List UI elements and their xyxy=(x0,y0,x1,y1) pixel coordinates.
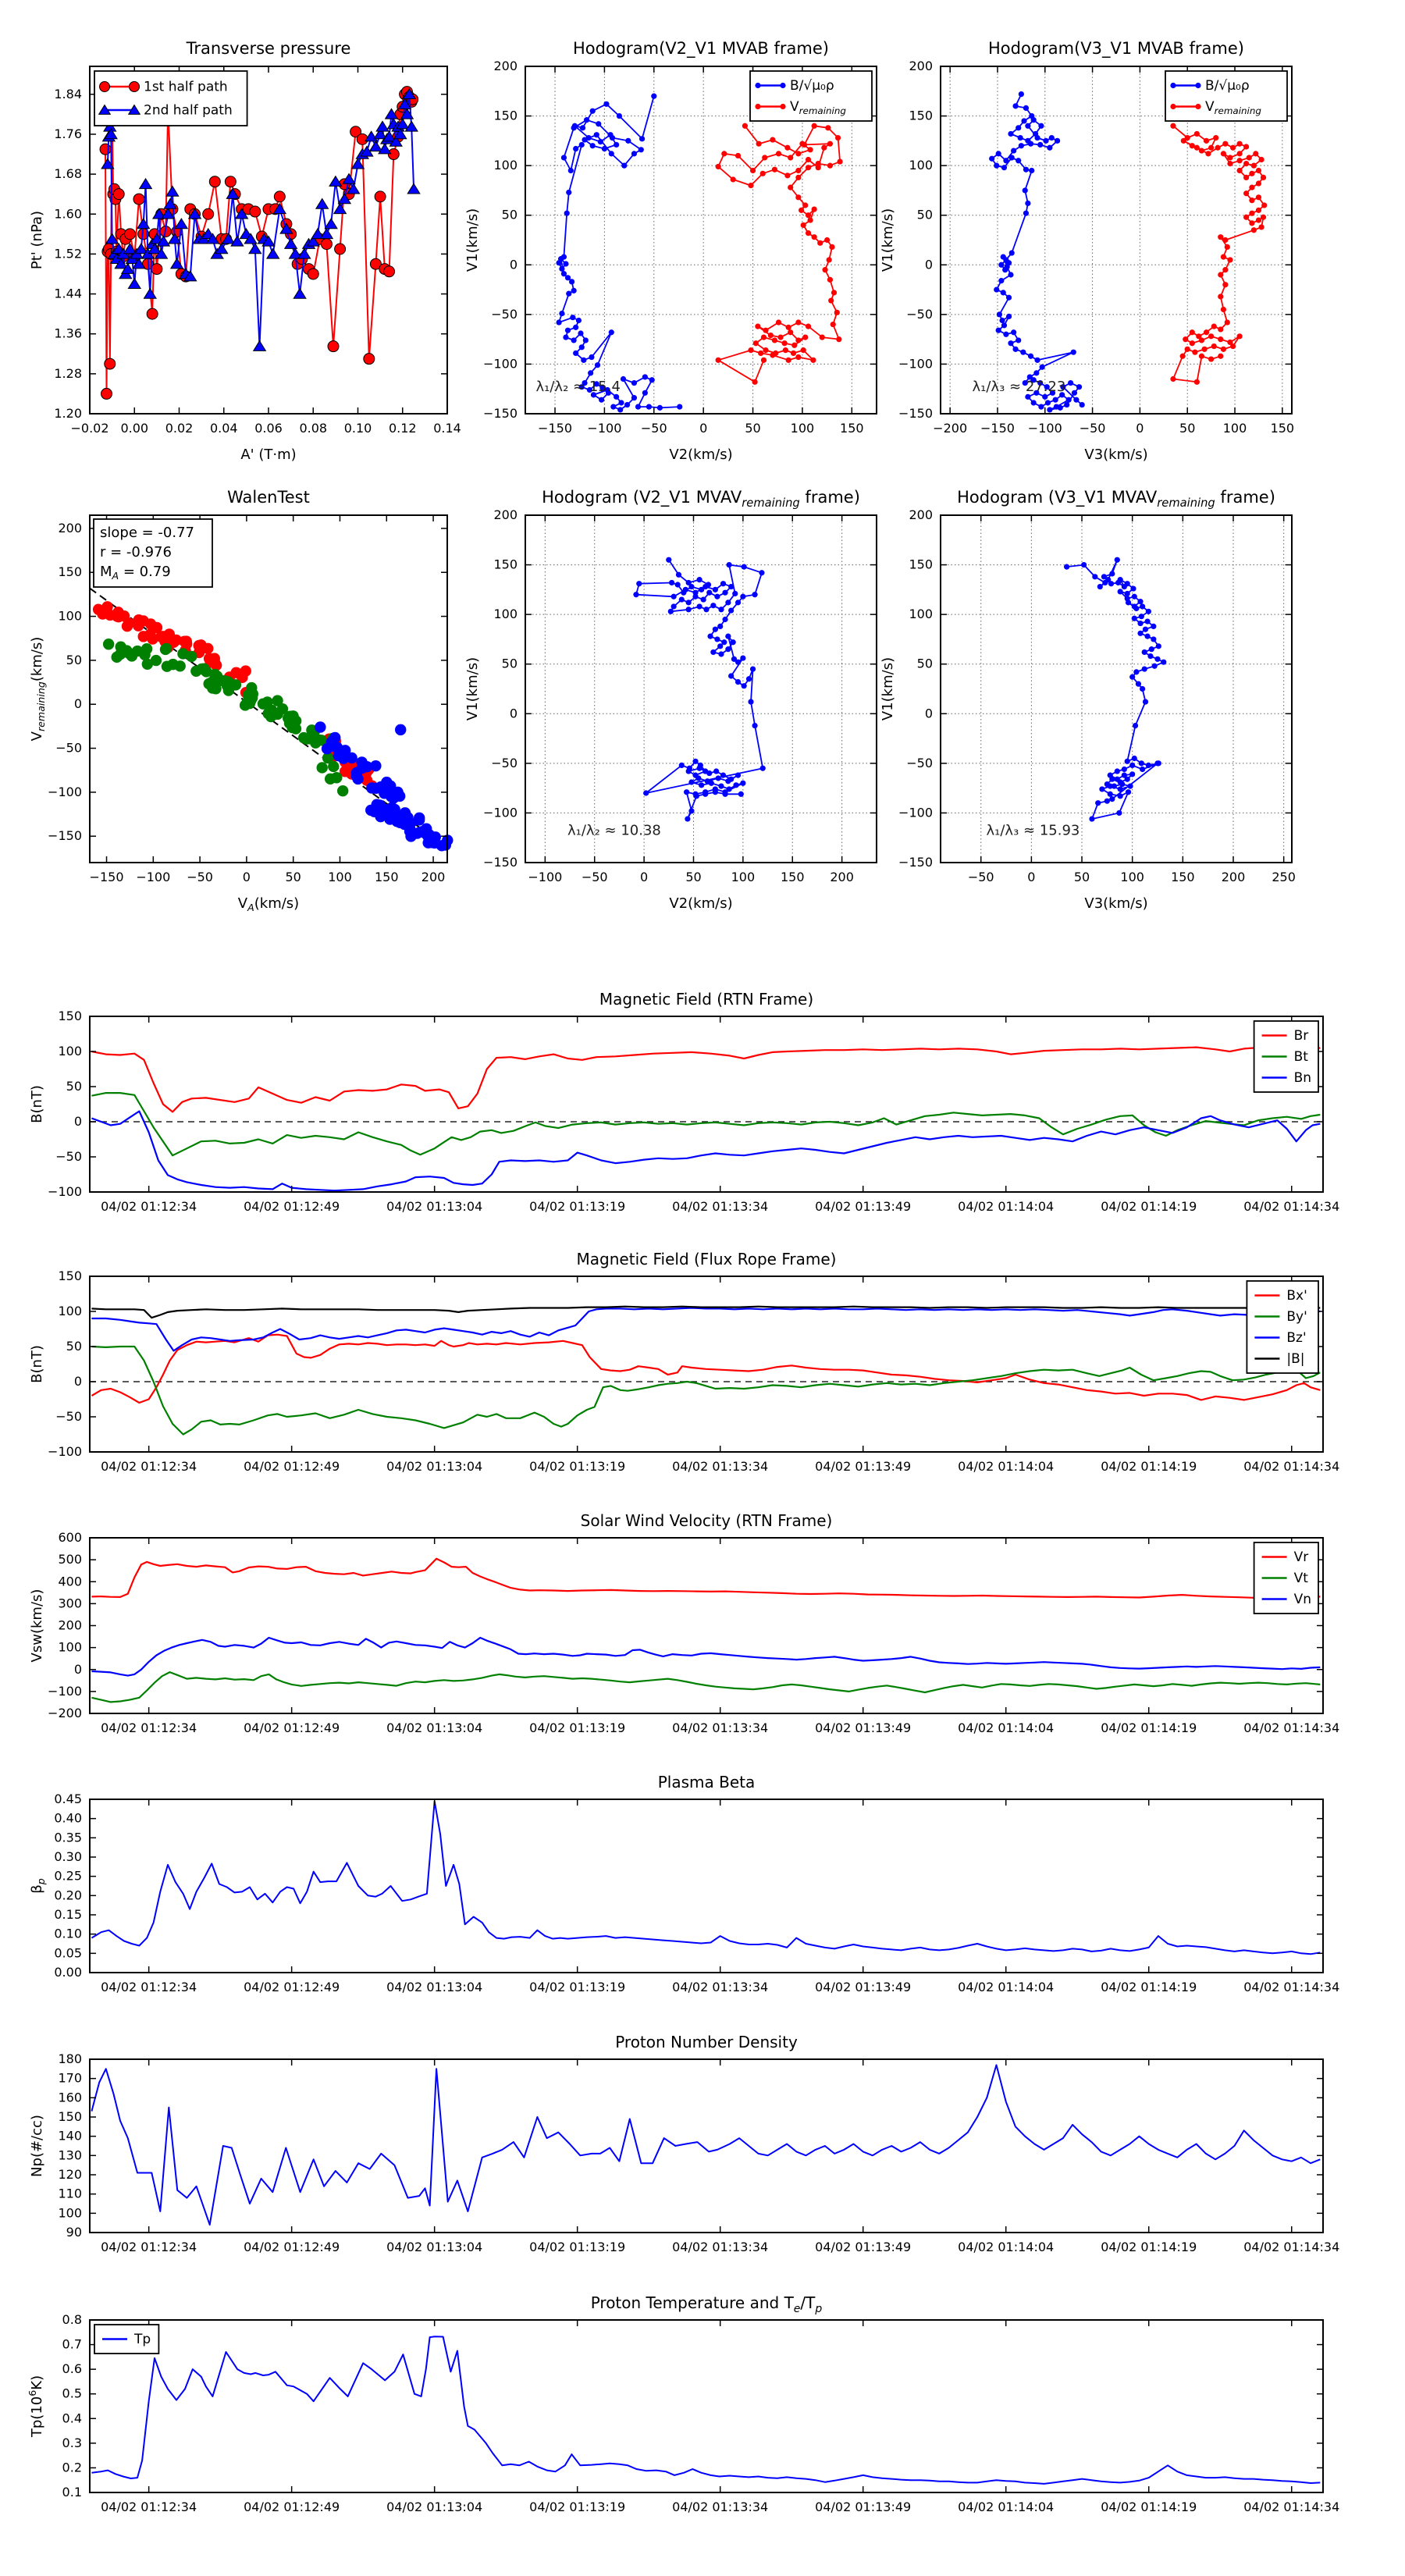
svg-text:200: 200 xyxy=(58,520,82,535)
svg-text:04/02 01:12:34: 04/02 01:12:34 xyxy=(101,1199,197,1214)
title-hodogram-v3v1-mvav: Hodogram (V3_V1 $MVAV_{remaining}$ frame) xyxy=(957,488,1275,511)
svg-text:04/02 01:12:49: 04/02 01:12:49 xyxy=(244,1980,340,1994)
svg-text:200: 200 xyxy=(830,870,854,884)
svg-text:λ₁/λ₃ ≈ 15.93: λ₁/λ₃ ≈ 15.93 xyxy=(986,822,1080,839)
svg-text:−50: −50 xyxy=(1079,421,1106,436)
svg-text:Bt: Bt xyxy=(1293,1049,1308,1065)
svg-text:0.00: 0.00 xyxy=(54,1965,82,1980)
svg-text:−100: −100 xyxy=(48,1683,82,1699)
hod_v2_mvav-panel xyxy=(464,507,877,912)
svg-text:−100: −100 xyxy=(898,356,933,372)
title-transverse-pressure: Transverse pressure xyxy=(186,39,351,58)
svg-text:Vr: Vr xyxy=(1293,1550,1309,1565)
svg-text:04/02 01:13:34: 04/02 01:13:34 xyxy=(672,1980,769,1994)
svg-text:04/02 01:13:49: 04/02 01:13:49 xyxy=(815,1720,912,1735)
svg-text:−150: −150 xyxy=(89,870,124,884)
svg-text:160: 160 xyxy=(58,2090,82,2105)
svg-text:50: 50 xyxy=(916,656,933,671)
svg-text:λ₁/λ₃ ≈ 27.23: λ₁/λ₃ ≈ 27.23 xyxy=(972,379,1066,396)
svg-text:−200: −200 xyxy=(48,1706,82,1720)
title-plasma-beta: Plasma Beta xyxy=(657,1773,756,1791)
svg-text:140: 140 xyxy=(58,2128,82,2144)
svg-text:0.25: 0.25 xyxy=(54,1868,82,1884)
title-magnetic-field-flux-rope: Magnetic Field (Flux Rope Frame) xyxy=(576,1250,837,1268)
svg-text:A' (T·m): A' (T·m) xyxy=(240,447,297,463)
svg-text:150: 150 xyxy=(909,557,933,572)
svg-text:04/02 01:13:34: 04/02 01:13:34 xyxy=(672,1199,769,1214)
svg-text:1.84: 1.84 xyxy=(54,86,82,101)
svg-text:04/02 01:13:04: 04/02 01:13:04 xyxy=(386,1199,483,1214)
svg-text:04/02 01:13:19: 04/02 01:13:19 xyxy=(529,1980,626,1994)
title-solar-wind-velocity: Solar Wind Velocity (RTN Frame) xyxy=(580,1511,833,1530)
svg-text:04/02 01:12:49: 04/02 01:12:49 xyxy=(244,1720,340,1735)
svg-text:0.10: 0.10 xyxy=(54,1926,82,1941)
svg-text:0.6: 0.6 xyxy=(62,2361,82,2377)
svg-text:04/02 01:13:49: 04/02 01:13:49 xyxy=(815,1199,912,1214)
svg-text:600: 600 xyxy=(58,1530,82,1545)
svg-text:50: 50 xyxy=(1179,421,1196,436)
svg-text:04/02 01:13:34: 04/02 01:13:34 xyxy=(672,1459,769,1474)
svg-text:04/02 01:13:49: 04/02 01:13:49 xyxy=(815,2240,912,2254)
svg-text:−50: −50 xyxy=(187,870,213,884)
svg-text:−50: −50 xyxy=(640,421,667,436)
svg-text:V3(km/s): V3(km/s) xyxy=(1084,895,1148,912)
svg-text:0: 0 xyxy=(509,706,518,721)
svg-text:V1(km/s): V1(km/s) xyxy=(464,208,481,272)
svg-text:04/02 01:12:34: 04/02 01:12:34 xyxy=(101,1459,197,1474)
svg-text:−150: −150 xyxy=(898,855,933,870)
svg-text:−50: −50 xyxy=(491,755,518,770)
svg-text:0.2: 0.2 xyxy=(62,2460,82,2475)
svg-text:V1(km/s): V1(km/s) xyxy=(464,656,481,721)
svg-text:50: 50 xyxy=(745,421,761,436)
np-panel xyxy=(29,2051,1339,2254)
svg-text:1.60: 1.60 xyxy=(54,206,82,222)
svg-text:By': By' xyxy=(1286,1309,1307,1325)
svg-text:−150: −150 xyxy=(483,855,518,870)
svg-text:0: 0 xyxy=(640,870,649,884)
svg-text:150: 150 xyxy=(58,1268,82,1283)
svg-text:Bn: Bn xyxy=(1293,1070,1312,1086)
svg-text:130: 130 xyxy=(58,2147,82,2163)
svg-text:−50: −50 xyxy=(906,306,933,322)
svg-text:400: 400 xyxy=(58,1574,82,1589)
pressure-panel xyxy=(29,66,461,463)
svg-text:150: 150 xyxy=(58,2109,82,2124)
svg-text:0: 0 xyxy=(924,706,933,721)
svg-text:04/02 01:14:19: 04/02 01:14:19 xyxy=(1101,2240,1197,2254)
svg-text:0.8: 0.8 xyxy=(62,2312,82,2327)
svg-text:V1(km/s): V1(km/s) xyxy=(880,208,896,272)
svg-text:04/02 01:13:19: 04/02 01:13:19 xyxy=(529,1199,626,1214)
svg-text:0.30: 0.30 xyxy=(54,1849,82,1864)
title-proton-temperature: Proton Temperature and $T_e/T_p$ xyxy=(590,2293,823,2315)
svg-text:0: 0 xyxy=(73,1114,82,1129)
svg-text:04/02 01:12:34: 04/02 01:12:34 xyxy=(101,1980,197,1994)
b_fr-panel xyxy=(29,1268,1339,1474)
svg-text:−50: −50 xyxy=(55,1149,82,1164)
svg-text:0: 0 xyxy=(73,1661,82,1677)
svg-text:1.28: 1.28 xyxy=(54,365,82,381)
svg-text:0.02: 0.02 xyxy=(165,421,194,436)
svg-text:1.52: 1.52 xyxy=(54,246,82,262)
svg-text:200: 200 xyxy=(421,870,446,884)
svg-text:0: 0 xyxy=(509,257,518,272)
svg-text:0.3: 0.3 xyxy=(62,2435,82,2450)
svg-text:50: 50 xyxy=(285,870,301,884)
svg-text:110: 110 xyxy=(58,2186,82,2201)
svg-text:04/02 01:13:04: 04/02 01:13:04 xyxy=(386,1459,483,1474)
svg-text:0: 0 xyxy=(924,257,933,272)
hod_v2_mvab-panel xyxy=(464,59,877,463)
svg-text:04/02 01:12:49: 04/02 01:12:49 xyxy=(244,2240,340,2254)
svg-text:100: 100 xyxy=(493,607,518,622)
svg-text:−200: −200 xyxy=(933,421,968,436)
svg-text:04/02 01:13:04: 04/02 01:13:04 xyxy=(386,2240,483,2254)
svg-text:Vsw(km/s): Vsw(km/s) xyxy=(29,1589,45,1663)
svg-text:100: 100 xyxy=(493,158,518,173)
svg-text:50: 50 xyxy=(501,207,518,222)
svg-text:−150: −150 xyxy=(538,421,573,436)
svg-text:04/02 01:14:19: 04/02 01:14:19 xyxy=(1101,1459,1197,1474)
svg-text:Pt' (nPa): Pt' (nPa) xyxy=(29,210,45,270)
svg-text:50: 50 xyxy=(501,656,518,671)
svg-text:0.45: 0.45 xyxy=(54,1791,82,1806)
title-hodogram-v2v1-mvav: Hodogram (V2_V1 $MVAV_{remaining}$ frame) xyxy=(542,488,860,511)
svg-text:04/02 01:12:49: 04/02 01:12:49 xyxy=(244,1459,340,1474)
hod_v3_mvab-panel xyxy=(880,59,1294,463)
title-hodogram-v2v1-mvab: Hodogram(V2_V1 MVAB frame) xyxy=(573,39,829,58)
svg-text:Vn: Vn xyxy=(1293,1592,1312,1607)
svg-text:04/02 01:14:19: 04/02 01:14:19 xyxy=(1101,2500,1197,2514)
svg-text:04/02 01:12:34: 04/02 01:12:34 xyxy=(101,1720,197,1735)
b_rtn-panel xyxy=(29,1009,1339,1214)
svg-text:1.44: 1.44 xyxy=(54,286,82,301)
svg-text:50: 50 xyxy=(66,1339,82,1354)
svg-text:180: 180 xyxy=(58,2051,82,2066)
svg-text:04/02 01:14:04: 04/02 01:14:04 xyxy=(958,1980,1055,1994)
svg-text:B(nT): B(nT) xyxy=(29,1345,45,1383)
svg-text:−100: −100 xyxy=(528,870,563,884)
svg-text:100: 100 xyxy=(909,607,933,622)
svg-text:90: 90 xyxy=(66,2225,82,2240)
svg-text:150: 150 xyxy=(780,870,805,884)
svg-text:100: 100 xyxy=(1222,421,1247,436)
svg-text:0.12: 0.12 xyxy=(388,421,417,436)
svg-text:0.06: 0.06 xyxy=(254,421,283,436)
svg-text:04/02 01:13:49: 04/02 01:13:49 xyxy=(815,1459,912,1474)
svg-text:|B|: |B| xyxy=(1286,1351,1305,1367)
svg-text:200: 200 xyxy=(58,1617,82,1633)
svg-text:150: 150 xyxy=(1270,421,1295,436)
svg-text:04/02 01:14:19: 04/02 01:14:19 xyxy=(1101,1720,1197,1735)
svg-text:0.7: 0.7 xyxy=(62,2336,82,2352)
beta-panel xyxy=(29,1791,1339,1994)
svg-text:−100: −100 xyxy=(483,805,518,820)
svg-text:04/02 01:12:49: 04/02 01:12:49 xyxy=(244,2500,340,2514)
svg-text:04/02 01:14:19: 04/02 01:14:19 xyxy=(1101,1980,1197,1994)
svg-text:04/02 01:14:19: 04/02 01:14:19 xyxy=(1101,1199,1197,1214)
svg-text:0.4: 0.4 xyxy=(62,2411,82,2426)
svg-text:−150: −150 xyxy=(483,406,518,421)
svg-text:04/02 01:14:04: 04/02 01:14:04 xyxy=(958,2500,1055,2514)
svg-text:0.04: 0.04 xyxy=(209,421,238,436)
svg-text:r = -0.976: r = -0.976 xyxy=(100,544,172,560)
svg-text:−100: −100 xyxy=(587,421,622,436)
svg-text:0.08: 0.08 xyxy=(299,421,328,436)
svg-text:04/02 01:14:34: 04/02 01:14:34 xyxy=(1243,1459,1340,1474)
svg-text:50: 50 xyxy=(66,1079,82,1094)
svg-text:1.68: 1.68 xyxy=(54,166,82,182)
svg-text:170: 170 xyxy=(58,2070,82,2086)
svg-text:04/02 01:14:34: 04/02 01:14:34 xyxy=(1243,2240,1340,2254)
svg-text:−100: −100 xyxy=(136,870,171,884)
svg-text:0.35: 0.35 xyxy=(54,1830,82,1845)
svg-text:−100: −100 xyxy=(898,805,933,820)
svg-text:−150: −150 xyxy=(898,406,933,421)
svg-text:04/02 01:13:19: 04/02 01:13:19 xyxy=(529,1459,626,1474)
svg-text:500: 500 xyxy=(58,1552,82,1567)
svg-text:100: 100 xyxy=(731,870,756,884)
svg-text:Br: Br xyxy=(1293,1028,1309,1044)
svg-text:04/02 01:14:04: 04/02 01:14:04 xyxy=(958,1199,1055,1214)
svg-text:B/√μ₀ρ: B/√μ₀ρ xyxy=(1205,78,1250,94)
svg-text:B/√μ₀ρ: B/√μ₀ρ xyxy=(790,78,834,94)
svg-text:−50: −50 xyxy=(491,306,518,322)
svg-text:−50: −50 xyxy=(581,870,608,884)
svg-text:04/02 01:13:49: 04/02 01:13:49 xyxy=(815,1980,912,1994)
svg-text:0.5: 0.5 xyxy=(62,2386,82,2401)
svg-text:Tp(106K): $Tp(10^6K)$ xyxy=(27,2375,45,2438)
svg-text:100: 100 xyxy=(58,608,82,624)
svg-text:V2(km/s): V2(km/s) xyxy=(669,895,733,912)
svg-text:−50: −50 xyxy=(55,740,82,756)
svg-text:0: 0 xyxy=(73,696,82,712)
svg-text:0.20: 0.20 xyxy=(54,1888,82,1903)
svg-text:B(nT): B(nT) xyxy=(29,1085,45,1123)
svg-text:−150: −150 xyxy=(48,828,82,844)
svg-text:200: 200 xyxy=(909,59,933,73)
svg-text:−50: −50 xyxy=(906,755,933,770)
svg-text:−50: −50 xyxy=(967,870,994,884)
svg-text:Vremaining: $V_{remaining}$ xyxy=(1205,99,1261,116)
svg-text:04/02 01:14:34: 04/02 01:14:34 xyxy=(1243,1980,1340,1994)
svg-text:100: 100 xyxy=(58,1304,82,1318)
svg-text:04/02 01:13:19: 04/02 01:13:19 xyxy=(529,2500,626,2514)
svg-text:−150: −150 xyxy=(980,421,1015,436)
svg-text:100: 100 xyxy=(58,1044,82,1059)
svg-text:04/02 01:13:34: 04/02 01:13:34 xyxy=(672,2240,769,2254)
svg-text:04/02 01:14:34: 04/02 01:14:34 xyxy=(1243,1199,1340,1214)
svg-text:04/02 01:14:04: 04/02 01:14:04 xyxy=(958,1459,1055,1474)
svg-text:0: 0 xyxy=(1027,870,1036,884)
svg-text:04/02 01:13:04: 04/02 01:13:04 xyxy=(386,2500,483,2514)
svg-text:0.40: 0.40 xyxy=(54,1810,82,1826)
svg-text:−100: −100 xyxy=(1027,421,1062,436)
svg-text:λ₁/λ₂ ≈ 10.38: λ₁/λ₂ ≈ 10.38 xyxy=(567,822,661,839)
svg-text:Vt: Vt xyxy=(1293,1571,1308,1586)
svg-text:1.76: 1.76 xyxy=(54,126,82,141)
svg-text:−0.02: −0.02 xyxy=(70,421,109,436)
svg-text:0: 0 xyxy=(699,421,708,436)
svg-text:βp: $\beta_p$ xyxy=(29,1878,47,1894)
svg-text:150: 150 xyxy=(58,564,82,580)
svg-text:−100: −100 xyxy=(483,356,518,372)
svg-text:Vremaining(km/s): $V_{remaining}(km/s)$ xyxy=(29,636,47,742)
svg-text:Vremaining: $V_{remaining}$ xyxy=(790,99,846,116)
svg-text:150: 150 xyxy=(493,557,518,572)
svg-text:0: 0 xyxy=(73,1374,82,1389)
svg-text:V2(km/s): V2(km/s) xyxy=(669,447,733,463)
svg-text:0: 0 xyxy=(242,870,251,884)
walen-panel xyxy=(29,515,454,913)
svg-text:200: 200 xyxy=(493,507,518,522)
svg-text:50: 50 xyxy=(1073,870,1090,884)
tp-panel xyxy=(27,2312,1339,2514)
svg-text:04/02 01:13:04: 04/02 01:13:04 xyxy=(386,1720,483,1735)
svg-text:150: 150 xyxy=(909,108,933,123)
svg-text:100: 100 xyxy=(58,1639,82,1655)
svg-text:50: 50 xyxy=(66,652,82,667)
svg-text:−100: −100 xyxy=(48,784,82,799)
svg-text:V3(km/s): V3(km/s) xyxy=(1084,447,1148,463)
svg-text:04/02 01:14:34: 04/02 01:14:34 xyxy=(1243,2500,1340,2514)
svg-text:150: 150 xyxy=(1171,870,1195,884)
svg-text:0.05: 0.05 xyxy=(54,1945,82,1961)
svg-text:100: 100 xyxy=(328,870,352,884)
svg-text:150: 150 xyxy=(58,1009,82,1023)
title-hodogram-v3v1-mvab: Hodogram(V3_V1 MVAB frame) xyxy=(988,39,1244,58)
svg-text:100: 100 xyxy=(58,2205,82,2221)
svg-text:04/02 01:12:34: 04/02 01:12:34 xyxy=(101,2240,197,2254)
svg-text:150: 150 xyxy=(374,870,399,884)
svg-text:04/02 01:13:49: 04/02 01:13:49 xyxy=(815,2500,912,2514)
svg-text:λ₁/λ₂ ≈ 15.4: λ₁/λ₂ ≈ 15.4 xyxy=(535,379,621,396)
svg-text:0.00: 0.00 xyxy=(120,421,149,436)
svg-text:0.14: 0.14 xyxy=(433,421,461,436)
svg-text:VA(km/s): $V_A(km/s)$ xyxy=(237,895,300,913)
svg-text:04/02 01:12:34: 04/02 01:12:34 xyxy=(101,2500,197,2514)
title-proton-number-density: Proton Number Density xyxy=(615,2033,798,2051)
title-magnetic-field-rtn: Magnetic Field (RTN Frame) xyxy=(599,990,814,1009)
svg-text:2nd half path: 2nd half path xyxy=(144,102,233,119)
svg-text:Bx': Bx' xyxy=(1286,1288,1307,1304)
svg-text:−50: −50 xyxy=(55,1409,82,1424)
svg-text:120: 120 xyxy=(58,2167,82,2182)
svg-text:0: 0 xyxy=(1136,421,1144,436)
svg-text:04/02 01:14:34: 04/02 01:14:34 xyxy=(1243,1720,1340,1735)
svg-text:04/02 01:14:04: 04/02 01:14:04 xyxy=(958,1720,1055,1735)
svg-text:150: 150 xyxy=(840,421,864,436)
hod_v3_mvav-panel xyxy=(880,507,1296,912)
svg-text:250: 250 xyxy=(1272,870,1296,884)
svg-text:04/02 01:12:49: 04/02 01:12:49 xyxy=(244,1199,340,1214)
svg-text:−100: −100 xyxy=(48,1184,82,1199)
svg-text:1.36: 1.36 xyxy=(54,326,82,341)
svg-text:04/02 01:13:19: 04/02 01:13:19 xyxy=(529,1720,626,1735)
svg-text:MA = 0.79: $M_A = 0.79$ xyxy=(100,564,171,582)
svg-text:slope = -0.77: slope = -0.77 xyxy=(100,525,194,541)
svg-text:04/02 01:13:34: 04/02 01:13:34 xyxy=(672,1720,769,1735)
svg-text:100: 100 xyxy=(790,421,815,436)
svg-text:200: 200 xyxy=(1221,870,1246,884)
svg-text:150: 150 xyxy=(493,108,518,123)
svg-text:1.20: 1.20 xyxy=(54,406,82,421)
svg-text:50: 50 xyxy=(685,870,702,884)
svg-text:Np(#/cc): Np(#/cc) xyxy=(29,2115,45,2177)
svg-text:Bz': Bz' xyxy=(1286,1330,1307,1346)
svg-text:V1(km/s): V1(km/s) xyxy=(880,656,896,721)
svg-text:300: 300 xyxy=(58,1596,82,1611)
svg-text:04/02 01:13:34: 04/02 01:13:34 xyxy=(672,2500,769,2514)
svg-text:100: 100 xyxy=(1120,870,1144,884)
svg-text:Tp: Tp xyxy=(134,2332,151,2347)
svg-text:04/02 01:13:19: 04/02 01:13:19 xyxy=(529,2240,626,2254)
svg-text:−100: −100 xyxy=(48,1444,82,1459)
svg-text:0.1: 0.1 xyxy=(62,2485,82,2500)
svg-text:100: 100 xyxy=(909,158,933,173)
title-walen-test: WalenTest xyxy=(227,488,310,507)
svg-text:200: 200 xyxy=(493,59,518,73)
svg-text:04/02 01:13:04: 04/02 01:13:04 xyxy=(386,1980,483,1994)
vsw-panel xyxy=(29,1530,1339,1735)
svg-text:1st half path: 1st half path xyxy=(144,79,228,95)
svg-text:50: 50 xyxy=(916,207,933,222)
svg-text:0.10: 0.10 xyxy=(343,421,372,436)
svg-text:200: 200 xyxy=(909,507,933,522)
svg-text:04/02 01:14:04: 04/02 01:14:04 xyxy=(958,2240,1055,2254)
svg-text:0.15: 0.15 xyxy=(54,1907,82,1922)
